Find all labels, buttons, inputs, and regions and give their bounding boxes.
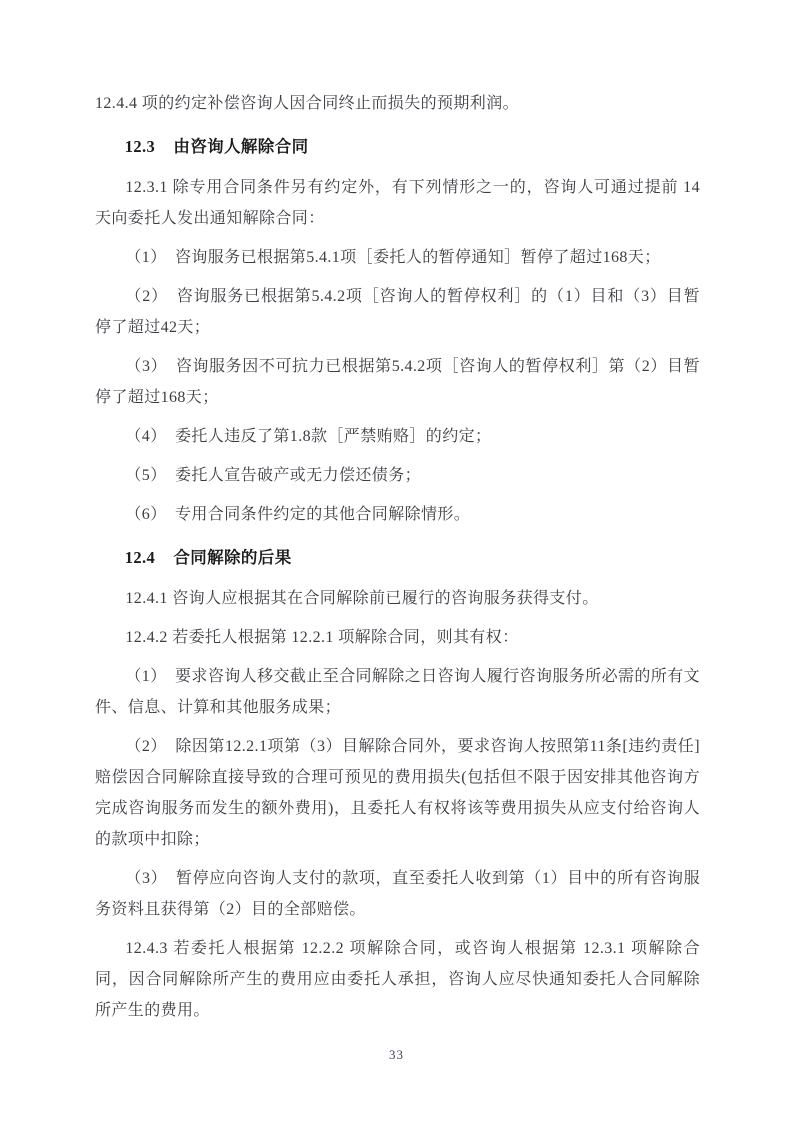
clause-12-4-2: 12.4.2 若委托人根据第 12.2.1 项解除合同，则其有权： [125, 629, 519, 646]
document-content [95, 88, 700, 1026]
section-12-3-number: 12.3 [124, 137, 156, 156]
clause-12-4-2-item-2: （2） 除因第12.2.1项第（3）目解除合同外，要求咨询人按照第11条[违约责任]赔偿因合同解除直接导致的合理可预见的费用损失(包括但不限于因安排其他咨询方完成咨询服务而发生的额外费用)，且委托人有权将该等费用损失从应支付给咨询人的款项中扣除； [95, 738, 700, 848]
section-12-4-number: 12.4 [124, 548, 156, 567]
clause-12-3-1-item-6: （6） 专用合同条件约定的其他合同解除情形。 [125, 506, 471, 523]
clause-12-4-4-continuation: 12.4.4 项的约定补偿咨询人因合同终止而损失的预期利润。 [95, 95, 520, 112]
clause-12-3-1: 12.3.1 除专用合同条件另有约定外，有下列情形之一的，咨询人可通过提前 14 天向委托人发出通知解除合同： [95, 179, 700, 227]
clause-12-3-1-item-5: （5） 委托人宣告破产或无力偿还债务； [125, 467, 421, 484]
section-12-4-title: 合同解除的后果 [173, 548, 292, 567]
clause-12-3-1-item-3: （3） 咨询服务因不可抗力已根据第5.4.2项［咨询人的暂停权利］第（2）目暂停了超过168天； [95, 358, 700, 406]
clause-12-4-1: 12.4.1 咨询人应根据其在合同解除前已履行的咨询服务获得支付。 [125, 590, 599, 607]
clause-12-4-3: 12.4.3 若委托人根据第 12.2.2 项解除合同，或咨询人根据第 12.3.1 项解除合同，因合同解除所产生的费用应由委托人承担，咨询人应尽快通知委托人合同解除所产生的费用。 [95, 940, 700, 1019]
section-12-3-title: 由咨询人解除合同 [173, 137, 309, 156]
clause-12-3-1-item-4: （4） 委托人违反了第1.8款［严禁贿赂］的约定； [125, 428, 492, 445]
clause-12-3-1-item-1: （1） 咨询服务已根据第5.4.1项［委托人的暂停通知］暂停了超过168天； [125, 249, 661, 266]
clause-12-4-2-item-3: （3） 暂停应向咨询人支付的款项，直至委托人收到第（1）目中的所有咨询服务资料且获得第（2）目的全部赔偿。 [95, 870, 700, 918]
clause-12-3-1-item-2: （2） 咨询服务已根据第5.4.2项［咨询人的暂停权利］的（1）目和（3）目暂停了超过42天； [95, 288, 700, 336]
page-footer [0, 1046, 793, 1064]
section-heading-12-4 [95, 542, 700, 573]
page-number: 33 [389, 1047, 404, 1062]
section-heading-12-3 [95, 131, 700, 162]
clause-12-4-2-item-1: （1） 要求咨询人移交截止至合同解除之日咨询人履行咨询服务所必需的所有文件、信息、计算和其他服务成果； [95, 668, 700, 716]
